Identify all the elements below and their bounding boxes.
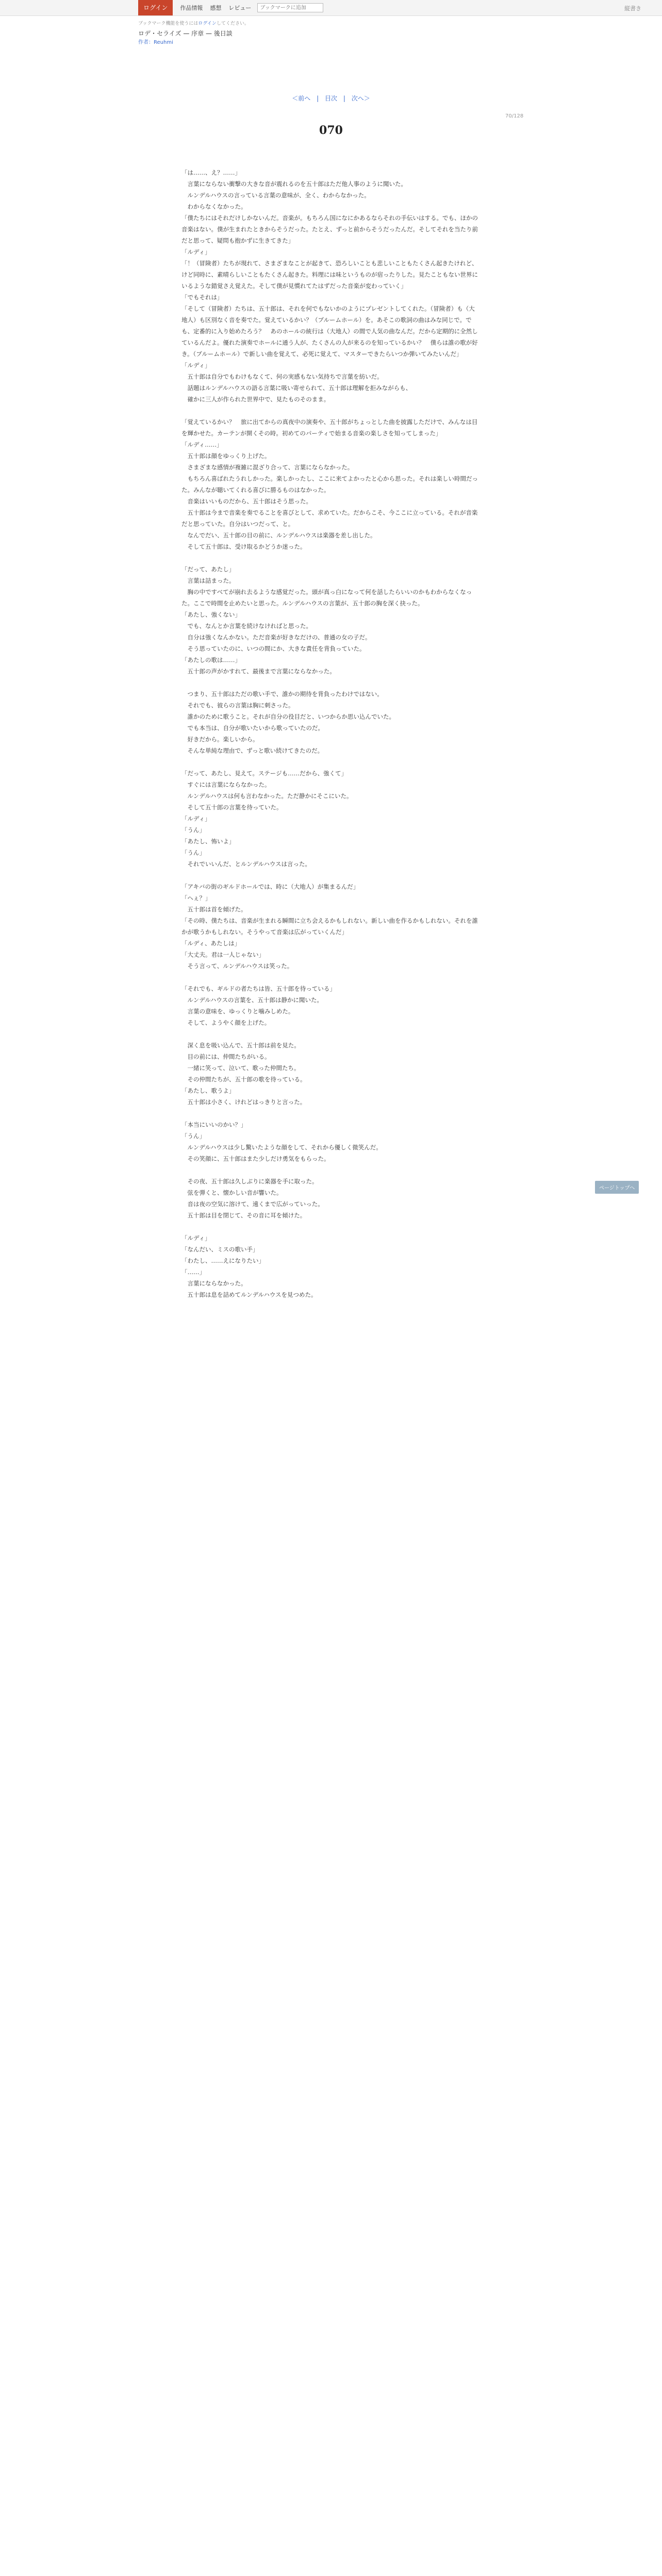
body-paragraph: 五十郎は息を詰めてルンデルハウスを見つめた。 <box>181 1291 317 1298</box>
body-paragraph: 確かに三人が作られた世界中で、見たものそのまま。 <box>181 396 330 403</box>
paragraph-gap <box>181 870 481 881</box>
paragraph-gap <box>181 756 481 768</box>
body-paragraph: ルンデルハウスの言葉を、五十郎は静かに聞いた。 <box>181 996 323 1004</box>
body-paragraph: 「そして（冒険者）たちは、五十郎は、それを何でもないかのようにプレゼントしてくれた。（冒険者）も（大地人）も区別なく音を奏でた。覚えているかい？（ブルームホール）を。あそこの歌詞の曲はみな同じで。でも、定番的に入り始めたろう？ あのホールの統行は（大地人）の間で人気の曲なんだ。だから定期的に全然しているんだよ。優れた演奏でホールに通う人が、たくさんの人が来るのを知っているかい？ 僕らは誰の歌が好き。（ブルームホール）で新しい曲を覚えて、必死に覚えて、マスターできたらいつか弾いてみたいんだ」 <box>181 305 478 358</box>
vertical-mode-link[interactable]: 縦書き <box>624 5 641 12</box>
notice-text-before: ブックマーク機能を使うには <box>138 21 198 26</box>
bookmark-notice <box>138 20 249 26</box>
notice-text-after: してください。 <box>216 21 249 26</box>
body-paragraph: 「あたし、強くない」 <box>181 611 241 618</box>
body-paragraph: 「なんだい、ミスの歌い手」 <box>181 1246 259 1253</box>
body-paragraph: そして、ようやく顔を上げた。 <box>181 1019 271 1026</box>
author-link[interactable]: 作者：Reuhmi <box>138 40 173 45</box>
body-paragraph: わからなくなかった。 <box>181 203 247 210</box>
body-paragraph: もちろん喜ばれたうれしかった。楽しかったし、ここに来てよかったと心から思った。それは楽しい時間だった。みんなが聴いてくれる喜びに勝るものはなかった。 <box>181 475 478 494</box>
body-paragraph: 「ルディ」 <box>181 815 211 822</box>
page-top-button[interactable]: ページトップへ <box>595 1181 639 1194</box>
body-paragraph: 「うん」 <box>181 1132 205 1140</box>
paragraph-gap <box>181 677 481 688</box>
chapter-title: 070 <box>319 124 343 137</box>
body-paragraph: 「その時、僕たちは、音楽が生まれる瞬間に立ち会えるかもしれない。新しい曲を作るかもしれない。それを誰かが歌うかもしれない。そうやって音楽は広がっていくんだ」 <box>181 917 478 936</box>
nav-item-review[interactable]: 感想 <box>210 5 222 11</box>
body-paragraph: 「……」 <box>181 1268 205 1276</box>
novel-title[interactable]: ロデ・セライズ — 序章 — 後日談 <box>138 30 233 37</box>
body-paragraph: 五十郎は首を傾げた。 <box>181 906 247 913</box>
chapter-body <box>181 167 481 1300</box>
body-paragraph: その夜、五十郎は久しぶりに楽器を手に取った。 <box>181 1178 318 1185</box>
body-paragraph: 好きだから。楽しいから。 <box>181 736 259 743</box>
body-paragraph: 「それでも、ギルドの者たちは皆、五十郎を待っている」 <box>181 985 336 992</box>
body-paragraph: 「わたし、……えになりたい」 <box>181 1257 264 1264</box>
paragraph-gap <box>181 1108 481 1119</box>
body-paragraph: 「だって、あたし」 <box>181 566 235 573</box>
paragraph-gap <box>181 405 481 416</box>
body-paragraph: でも、なんとか言葉を続けなければと思った。 <box>181 622 312 630</box>
body-paragraph: なんでだい、五十郎の目の前に、ルンデルハウスは楽器を差し出した。 <box>181 532 376 539</box>
paragraph-gap <box>181 972 481 983</box>
body-paragraph: 言葉にならない衝撃の大きな音が震れるのを五十郎はただ他人事のように聞いた。 <box>181 180 407 188</box>
body-paragraph: 「ルディ」 <box>181 1234 211 1242</box>
body-paragraph: ルンデルハウスは少し驚いたような顔をして、それから優しく微笑んだ。 <box>181 1144 382 1151</box>
body-paragraph: その笑顔に、五十郎はまた少しだけ勇気をもらった。 <box>181 1155 330 1162</box>
body-paragraph: 「ルディ……」 <box>181 441 223 448</box>
nav-item-rating[interactable]: レビュー <box>228 5 252 11</box>
body-paragraph: ルンデルハウスの言っている言葉の意味が、全く、わからなかった。 <box>181 192 370 199</box>
body-paragraph: 言葉は詰まった。 <box>181 577 235 584</box>
body-paragraph: 「僕たちにはそれだけしかないんだ。音楽が。もちろん国になにかあるならそれの手伝いはする。でも、ほかの音楽はない。僕が生まれたときからそうだった。たとえ、ずっと前からそうだったんだ。そしてそれを当たり前だと思って、疑問も抱かずに生きてきた」 <box>181 214 478 244</box>
paragraph-gap <box>181 552 481 564</box>
next-link[interactable]: 次へ＞ <box>351 95 370 102</box>
body-paragraph: 話題はルンデルハウスの語る言葉に吸い寄せられて、五十郎は理解を拒みながらも、 <box>181 384 412 392</box>
pager-top: ＜前へ | 目次 | 次へ＞ <box>292 95 370 102</box>
body-paragraph: 一緒に笑って、泣いて、歌った仲間たち。 <box>181 1064 300 1072</box>
chapter-number: 70/128 <box>505 113 524 119</box>
paragraph-gap <box>181 1028 481 1040</box>
nav-item-info[interactable]: 作品情報 <box>180 5 203 11</box>
index-link[interactable]: 目次 <box>324 95 337 102</box>
body-paragraph: 「ルディ」 <box>181 248 211 256</box>
body-paragraph: 「だって、あたし、見えて。ステージも……だから、強くて」 <box>181 770 347 777</box>
body-paragraph: 「覚えているかい？ 旅に出てからの真夜中の演奏や、五十郎がちょっとした曲を披露しただけで、みんなは目を輝かせた。カーテンが開くその時。初めてのパーティで始まる音楽の楽しさを知ってしまった」 <box>181 418 478 437</box>
body-paragraph: さまざまな感情が複雑に混ざり合って、言葉にならなかった。 <box>181 464 354 471</box>
body-paragraph: そう思っていたのに、いつの間にか、大きな責任を背負っていた。 <box>181 645 366 652</box>
bookmark-input[interactable] <box>257 3 323 12</box>
paragraph-gap <box>181 1164 481 1176</box>
body-paragraph: 五十郎は今まで音楽を奏でることを喜びとして、求めていた。だからこそ、今ここに立っている。それが音楽だと思っていた。自分はいつだって、と。 <box>181 509 478 528</box>
body-paragraph: 五十郎は小さく、けれどはっきりと言った。 <box>181 1098 306 1106</box>
body-paragraph: 「あたしの歌は……」 <box>181 656 241 664</box>
body-paragraph: それでいいんだ、とルンデルハウスは言った。 <box>181 860 311 868</box>
body-paragraph: でも本当は、自分が歌いたいから歌っていたのだ。 <box>181 724 324 732</box>
body-paragraph: 「本当にいいのかい？」 <box>181 1121 247 1128</box>
top-bar-inner <box>138 0 323 15</box>
body-paragraph: そして五十郎の言葉を待っていた。 <box>181 804 283 811</box>
body-paragraph: 言葉にならなかった。 <box>181 1280 247 1287</box>
body-paragraph: 「大丈夫。君は一人じゃない」 <box>181 951 264 958</box>
body-paragraph: 「ルディ」 <box>181 362 211 369</box>
body-paragraph: 「は……、え？……」 <box>181 169 241 176</box>
body-paragraph: そう言って、ルンデルハウスは笑った。 <box>181 962 293 970</box>
login-button[interactable]: ログイン <box>138 0 173 15</box>
body-paragraph: 「あたし、怖いよ」 <box>181 838 235 845</box>
notice-login-link[interactable]: ログイン <box>198 21 217 26</box>
body-paragraph: つまり、五十郎はただの歌い手で、誰かの期待を背負ったわけではない。 <box>181 690 383 698</box>
body-paragraph: 自分は強くなんかない。ただ音楽が好きなだけの、普通の女の子だ。 <box>181 634 371 641</box>
body-paragraph: 「ルディ、あたしは」 <box>181 940 241 947</box>
body-paragraph: 深く息を吸い込んで、五十郎は前を見た。 <box>181 1042 300 1049</box>
paragraph-gap <box>181 1221 481 1232</box>
body-paragraph: 「あたし、歌うよ」 <box>181 1087 235 1094</box>
body-paragraph: 五十郎の声がかすれて、最後まで言葉にならなかった。 <box>181 668 336 675</box>
body-paragraph: 音は夜の空気に溶けて、遠くまで広がっていった。 <box>181 1200 324 1208</box>
body-paragraph: 五十郎は目を閉じて、その音に耳を傾けた。 <box>181 1212 306 1219</box>
body-paragraph: 「へぇ？」 <box>181 894 211 902</box>
body-paragraph: 五十郎は自分でもわけもなくて、何の実感もない気持ちで言葉を紡いだ。 <box>181 373 383 380</box>
body-paragraph: そして五十郎は、受け取るかどうか迷った。 <box>181 543 306 550</box>
prev-link[interactable]: ＜前へ <box>292 95 311 102</box>
body-paragraph: その仲間たちが、五十郎の歌を待っている。 <box>181 1076 306 1083</box>
body-paragraph: ルンデルハウスは何も言わなかった。ただ静かにそこにいた。 <box>181 792 353 800</box>
body-paragraph: 「うん」 <box>181 826 205 834</box>
body-paragraph: 音楽はいいものだから、五十郎はそう思った。 <box>181 498 312 505</box>
top-bar <box>0 0 662 16</box>
body-paragraph: 目の前には、仲間たちがいる。 <box>181 1053 271 1060</box>
body-paragraph: そんな単純な理由で、ずっと歌い続けてきたのだ。 <box>181 747 324 754</box>
body-paragraph: 五十郎は顔をゆっくり上げた。 <box>181 452 271 460</box>
body-paragraph: 「でもそれは」 <box>181 294 223 301</box>
body-paragraph: 言葉の意味を、ゆっくりと噛みしめた。 <box>181 1008 294 1015</box>
body-paragraph: 誰かのために歌うこと。それが自分の役目だと、いつからか思い込んでいた。 <box>181 713 395 720</box>
body-paragraph: 「アキバの街のギルドホールでは、時に（大地人）が集まるんだ」 <box>181 883 359 890</box>
body-paragraph: 「！（冒険者）たちが現れて、さまざまなことが起きて、恐ろしいことも悲しいこともたくさん起きたけれど、けど同時に、素晴らしいこともたくさん起きた。料理には味というものが宿ったりした。見たこともない世界にいるような錯覚さえ覚えた。そして僕が見慣れてたはずだった音楽が変わっていく」 <box>181 260 478 290</box>
body-paragraph: 胸の中ですべてが崩れ去るような感覚だった。頭が真っ白になって何を話したらいいのかもわからなくなった。ここで時間を止めたいと思った。ルンデルハウスの言葉が、五十郎の胸を深く抉った。 <box>181 588 472 607</box>
body-paragraph: 「うん」 <box>181 849 205 856</box>
body-paragraph: すぐには言葉にならなかった。 <box>181 781 271 788</box>
body-paragraph: それでも、彼らの言葉は胸に刺さった。 <box>181 702 294 709</box>
body-paragraph: 弦を弾くと、懐かしい音が響いた。 <box>181 1189 283 1196</box>
